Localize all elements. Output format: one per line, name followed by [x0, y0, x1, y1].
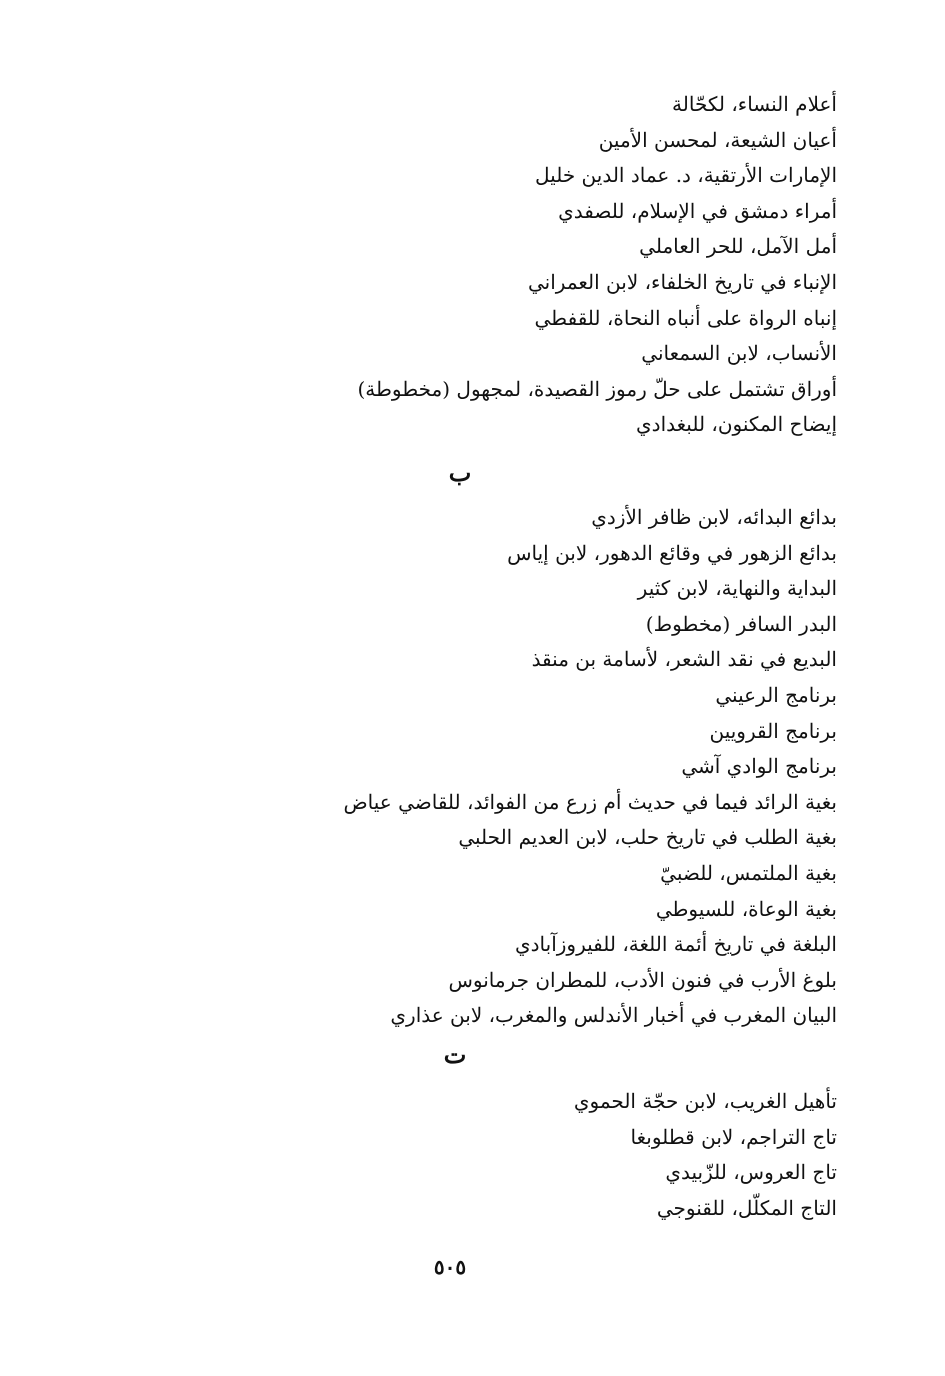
page-number: ٥٠٥ — [433, 1255, 467, 1279]
entry-list-ba — [137, 500, 837, 1034]
section-heading-ba: ب — [448, 458, 472, 487]
list-item: بغية الملتمس، للضبيّ — [660, 860, 837, 885]
list-item: أمراء دمشق في الإسلام، للصفدي — [558, 198, 837, 223]
entry-list-alif — [137, 87, 837, 443]
list-item: البيان المغرب في أخبار الأندلس والمغرب، لابن عذاري — [390, 1003, 837, 1028]
list-item: الإنباء في تاريخ الخلفاء، لابن العمراني — [527, 269, 837, 294]
list-item: إيضاح المكنون، للبغدادي — [636, 412, 837, 437]
list-item: البداية والنهاية، لابن كثير — [637, 576, 837, 601]
list-item: بغية الطلب في تاريخ حلب، لابن العديم الحلبي — [458, 825, 837, 850]
list-item: التاج المكلّل، للقنوجي — [656, 1195, 837, 1220]
section-heading-ta: ت — [443, 1040, 467, 1069]
list-item: أعلام النساء، لكحّالة — [672, 92, 837, 116]
list-item: الإمارات الأرتقية، د. عماد الدين خليل — [535, 163, 837, 188]
entry-list-ta — [137, 1084, 837, 1226]
list-item: برنامج الرعيني — [715, 682, 837, 707]
list-item: بغية الرائد فيما في حديث أم زرع من الفوائد، للقاضي عياض — [343, 789, 837, 814]
list-item: البلغة في تاريخ أئمة اللغة، للفيروزآبادي — [515, 932, 837, 957]
list-item: إنباه الرواة على أنباه النحاة، للقفطي — [534, 305, 837, 330]
list-item: تاج العروس، للزّبيدي — [665, 1160, 837, 1185]
list-item: تأهيل الغريب، لابن حجّة الحموي — [573, 1089, 837, 1113]
list-item: البدر السافر (مخطوط) — [645, 611, 837, 636]
list-item: أعيان الشيعة، لمحسن الأمين — [598, 127, 837, 152]
list-item: أوراق تشتمل على حلّ رموز القصيدة، لمجهول (مخطوطة) — [357, 376, 837, 401]
list-item: تاج التراجم، لابن قطلوبغا — [630, 1124, 837, 1149]
list-item: بدائع الزهور في وقائع الدهور، لابن إياس — [507, 540, 837, 565]
list-item: بلوغ الأرب في فنون الأدب، للمطران جرمانوس — [448, 967, 837, 992]
list-item: الأنساب، لابن السمعاني — [641, 341, 837, 366]
list-item: بدائع البدائه، لابن ظافر الأزدي — [591, 505, 837, 529]
list-item: برنامج القرويين — [709, 718, 837, 743]
list-item: برنامج الوادي آشي — [681, 754, 837, 779]
list-item: أمل الآمل، للحر العاملي — [639, 234, 837, 259]
list-item: البديع في نقد الشعر، لأسامة بن منقذ — [531, 647, 837, 672]
list-item: بغية الوعاة، للسيوطي — [655, 896, 837, 921]
